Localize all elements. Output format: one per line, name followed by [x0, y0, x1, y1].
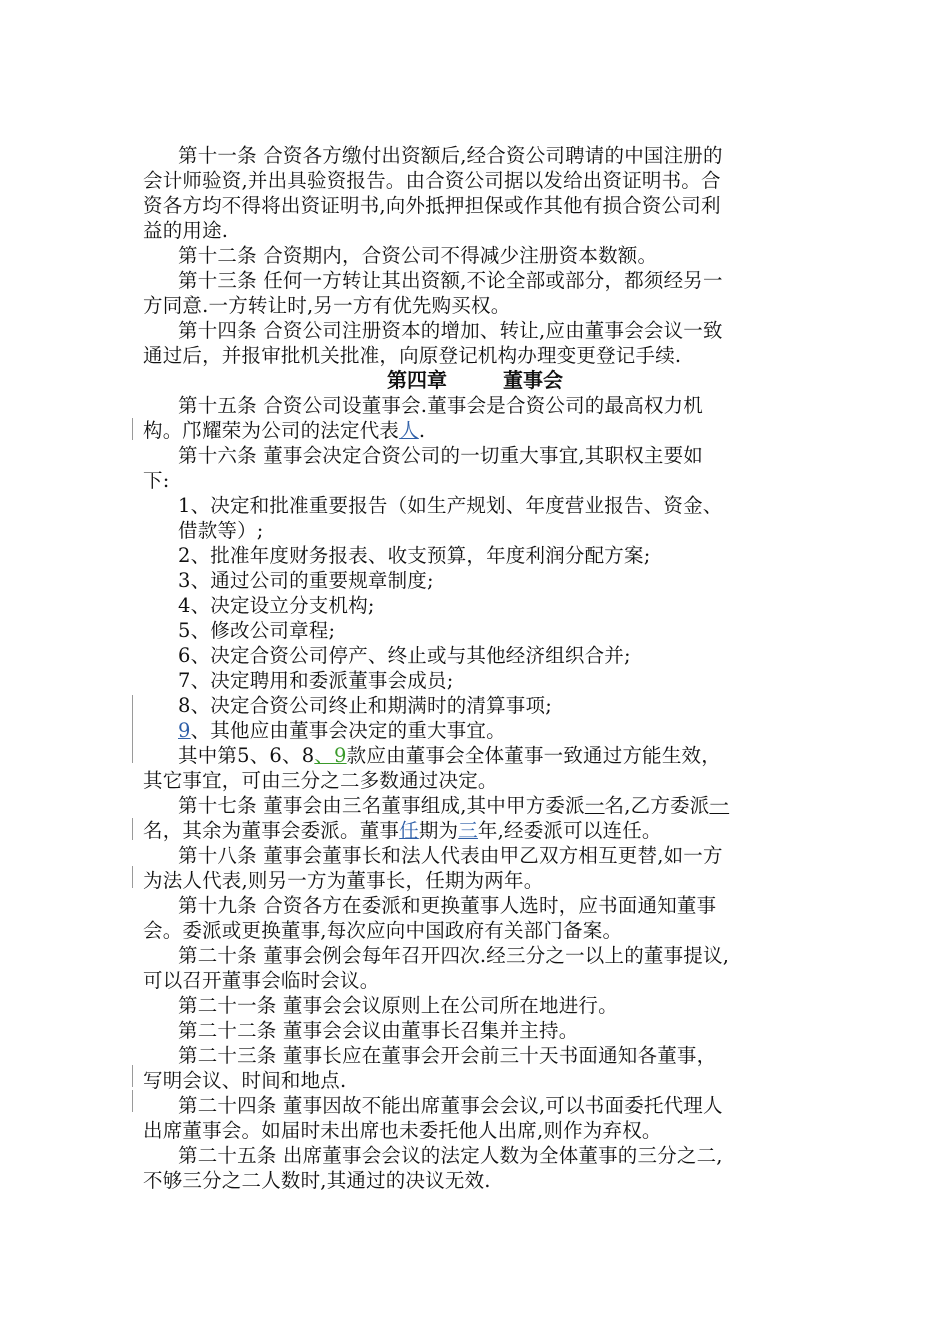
article-14-line: 第十四条 合资公司注册资本的增加、转让,应由董事会会议一致: [178, 319, 723, 342]
list-item: 6、决定合资公司停产、终止或与其他经济组织合并;: [178, 644, 631, 667]
article-16-line: 下:: [143, 469, 170, 492]
article-15-line: 构。邝耀荣为公司的法定代表人.: [143, 419, 426, 442]
article-18-line: 为法人代表,则另一方为董事长，任期为两年。: [143, 869, 544, 892]
revision-bar: [132, 818, 133, 840]
article-12-line: 第十二条 合资期内，合资公司不得减少注册资本数额。: [178, 244, 658, 267]
tracked-change: 人: [399, 419, 419, 442]
article-11-line: 益的用途.: [143, 219, 229, 242]
chapter-heading: [0, 368, 950, 393]
list-item: 3、通过公司的重要规章制度;: [178, 569, 434, 592]
revision-bar: [132, 1090, 133, 1112]
chapter-title: 董事会: [503, 368, 563, 392]
article-19-line: 会。委派或更换董事,每次应向中国政府有关部门备案。: [143, 919, 623, 942]
tracked-insertion: 、9: [314, 744, 347, 767]
list-item: 5、修改公司章程;: [178, 619, 336, 642]
article-17-line: 第十七条 董事会由三名董事组成,其中甲方委派一名,乙方委派一: [178, 794, 730, 817]
article-15-line: 第十五条 合资公司设董事会.董事会是合资公司的最高权力机: [178, 394, 703, 417]
article-23-line: 写明会议、时间和地点.: [143, 1069, 347, 1092]
article-16-note: 其它事宜，可由三分之二多数通过决定。: [143, 769, 498, 792]
list-item: 1、决定和批准重要报告（如生产规划、年度营业报告、资金、: [178, 494, 723, 517]
article-20-line: 可以召开董事会临时会议。: [143, 969, 380, 992]
article-24-line: 出席董事会。如届时未出席也未委托他人出席,则作为弃权。: [143, 1119, 662, 1142]
tracked-change: 三: [458, 819, 478, 842]
article-21-line: 第二十一条 董事会会议原则上在公司所在地进行。: [178, 994, 618, 1017]
article-13-line: 方同意.一方转让时,另一方有优先购买权。: [143, 294, 511, 317]
article-11-line: 会计师验资,并出具验资报告。由合资公司据以发给出资证明书。合: [143, 169, 721, 192]
list-item: 2、批准年度财务报表、收支预算，年度利润分配方案;: [178, 544, 651, 567]
revision-bar: [132, 418, 133, 440]
revision-bar: [132, 866, 133, 888]
article-25-line: 不够三分之二人数时,其通过的决议无效.: [143, 1169, 491, 1192]
article-18-line: 第十八条 董事会董事长和法人代表由甲乙双方相互更替,如一方: [178, 844, 723, 867]
revision-bar: [132, 695, 133, 763]
tracked-change: 9: [178, 719, 191, 742]
article-17-line: 名，其余为董事会委派。董事任期为三年,经委派可以连任。: [143, 819, 662, 842]
article-16-note: 其中第5、6、8、9款应由董事会全体董事一致通过方能生效，: [178, 744, 721, 767]
list-item: 4、决定设立分支机构;: [178, 594, 375, 617]
article-19-line: 第十九条 合资各方在委派和更换董事人选时，应书面通知董事: [178, 894, 717, 917]
list-item: 9、其他应由董事会决定的重大事宜。: [178, 719, 506, 742]
article-22-line: 第二十二条 董事会会议由董事长召集并主持。: [178, 1019, 579, 1042]
chapter-number: 第四章: [387, 368, 447, 392]
article-25-line: 第二十五条 出席董事会会议的法定人数为全体董事的三分之二,: [178, 1144, 723, 1167]
revision-bar: [132, 1065, 133, 1087]
tracked-change: 任: [399, 819, 419, 842]
article-16-line: 第十六条 董事会决定合资公司的一切重大事宜,其职权主要如: [178, 444, 703, 467]
article-11-line: 第十一条 合资各方缴付出资额后,经合资公司聘请的中国注册的: [178, 144, 723, 167]
list-item: 8、决定合资公司终止和期满时的清算事项;: [178, 694, 552, 717]
list-item: 借款等）;: [178, 519, 264, 542]
article-24-line: 第二十四条 董事因故不能出席董事会会议,可以书面委托代理人: [178, 1094, 723, 1117]
article-11-line: 资各方均不得将出资证明书,向外抵押担保或作其他有损合资公司利: [143, 194, 721, 217]
article-13-line: 第十三条 任何一方转让其出资额,不论全部或部分，都须经另一: [178, 269, 723, 292]
article-14-line: 通过后，并报审批机关批准，向原登记机构办理变更登记手续.: [143, 344, 682, 367]
list-item: 7、决定聘用和委派董事会成员;: [178, 669, 454, 692]
article-23-line: 第二十三条 董事长应在董事会开会前三十天书面通知各董事，: [178, 1044, 717, 1067]
article-20-line: 第二十条 董事会例会每年召开四次.经三分之一以上的董事提议,: [178, 944, 730, 967]
